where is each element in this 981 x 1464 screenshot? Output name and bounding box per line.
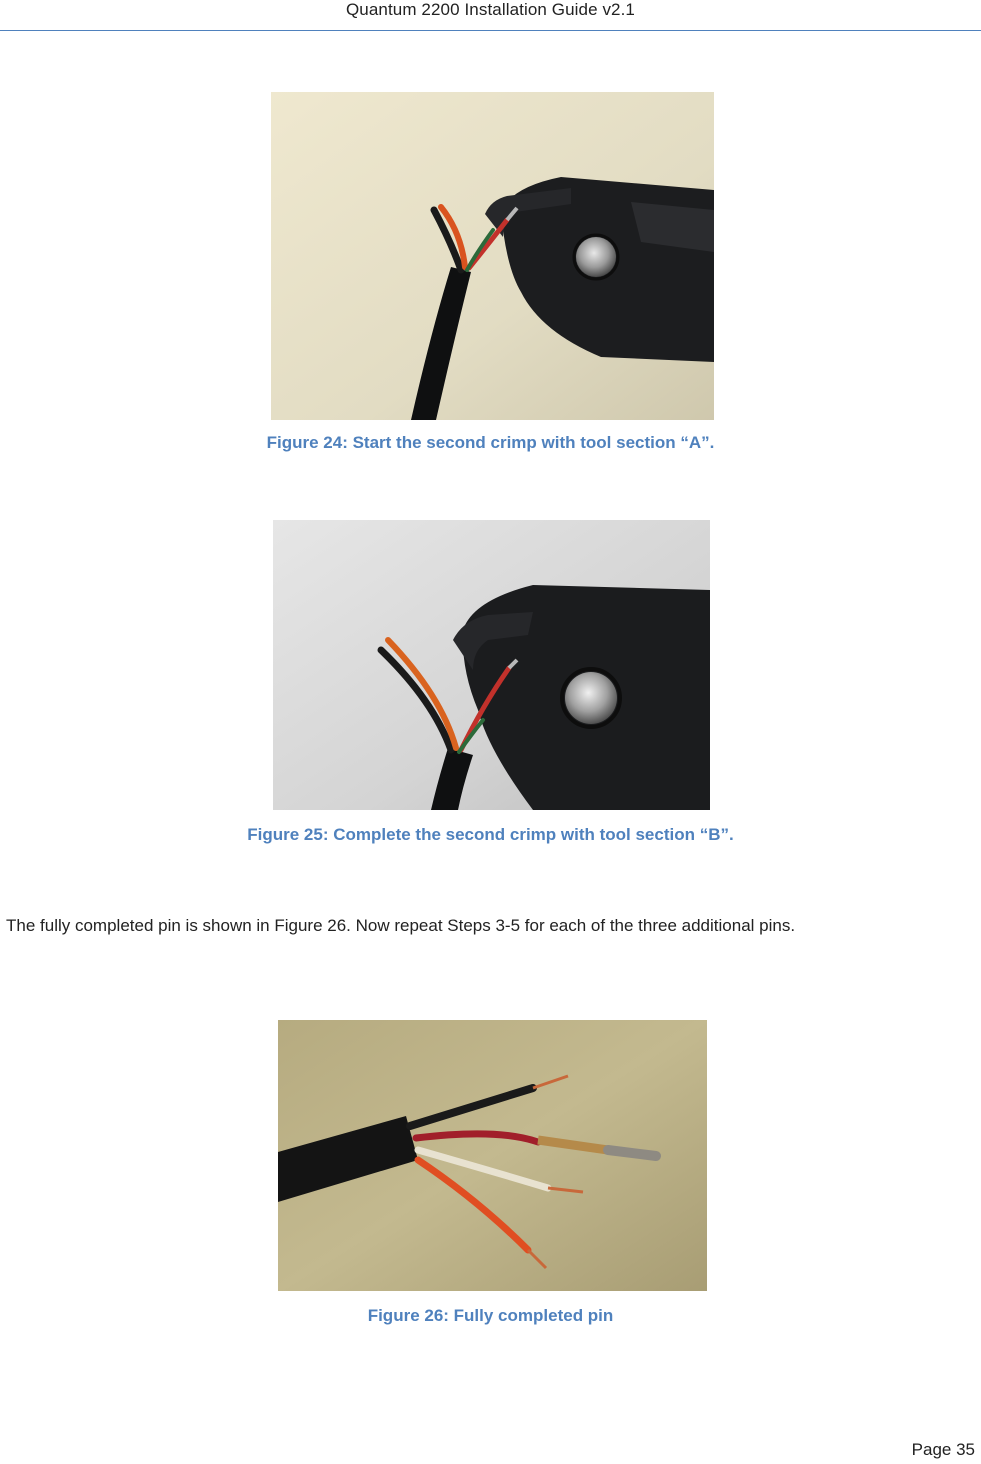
figure-25-photo bbox=[273, 520, 710, 810]
header-title: Quantum 2200 Installation Guide v2.1 bbox=[345, 0, 635, 19]
page-header bbox=[0, 0, 981, 31]
figure-24-photo bbox=[271, 92, 714, 420]
figure-24-caption: Figure 24: Start the second crimp with tool section “A”. bbox=[266, 433, 715, 452]
page-number: Page 35 bbox=[911, 1440, 975, 1459]
figure-26-caption: Figure 26: Fully completed pin bbox=[367, 1306, 614, 1325]
figure-25-caption: Figure 25: Complete the second crimp with tool section “B”. bbox=[247, 825, 734, 844]
body-paragraph: The fully completed pin is shown in Figure 26. Now repeat Steps 3-5 for each of the three additional pins. bbox=[6, 916, 796, 935]
figure-26-photo bbox=[278, 1020, 707, 1291]
